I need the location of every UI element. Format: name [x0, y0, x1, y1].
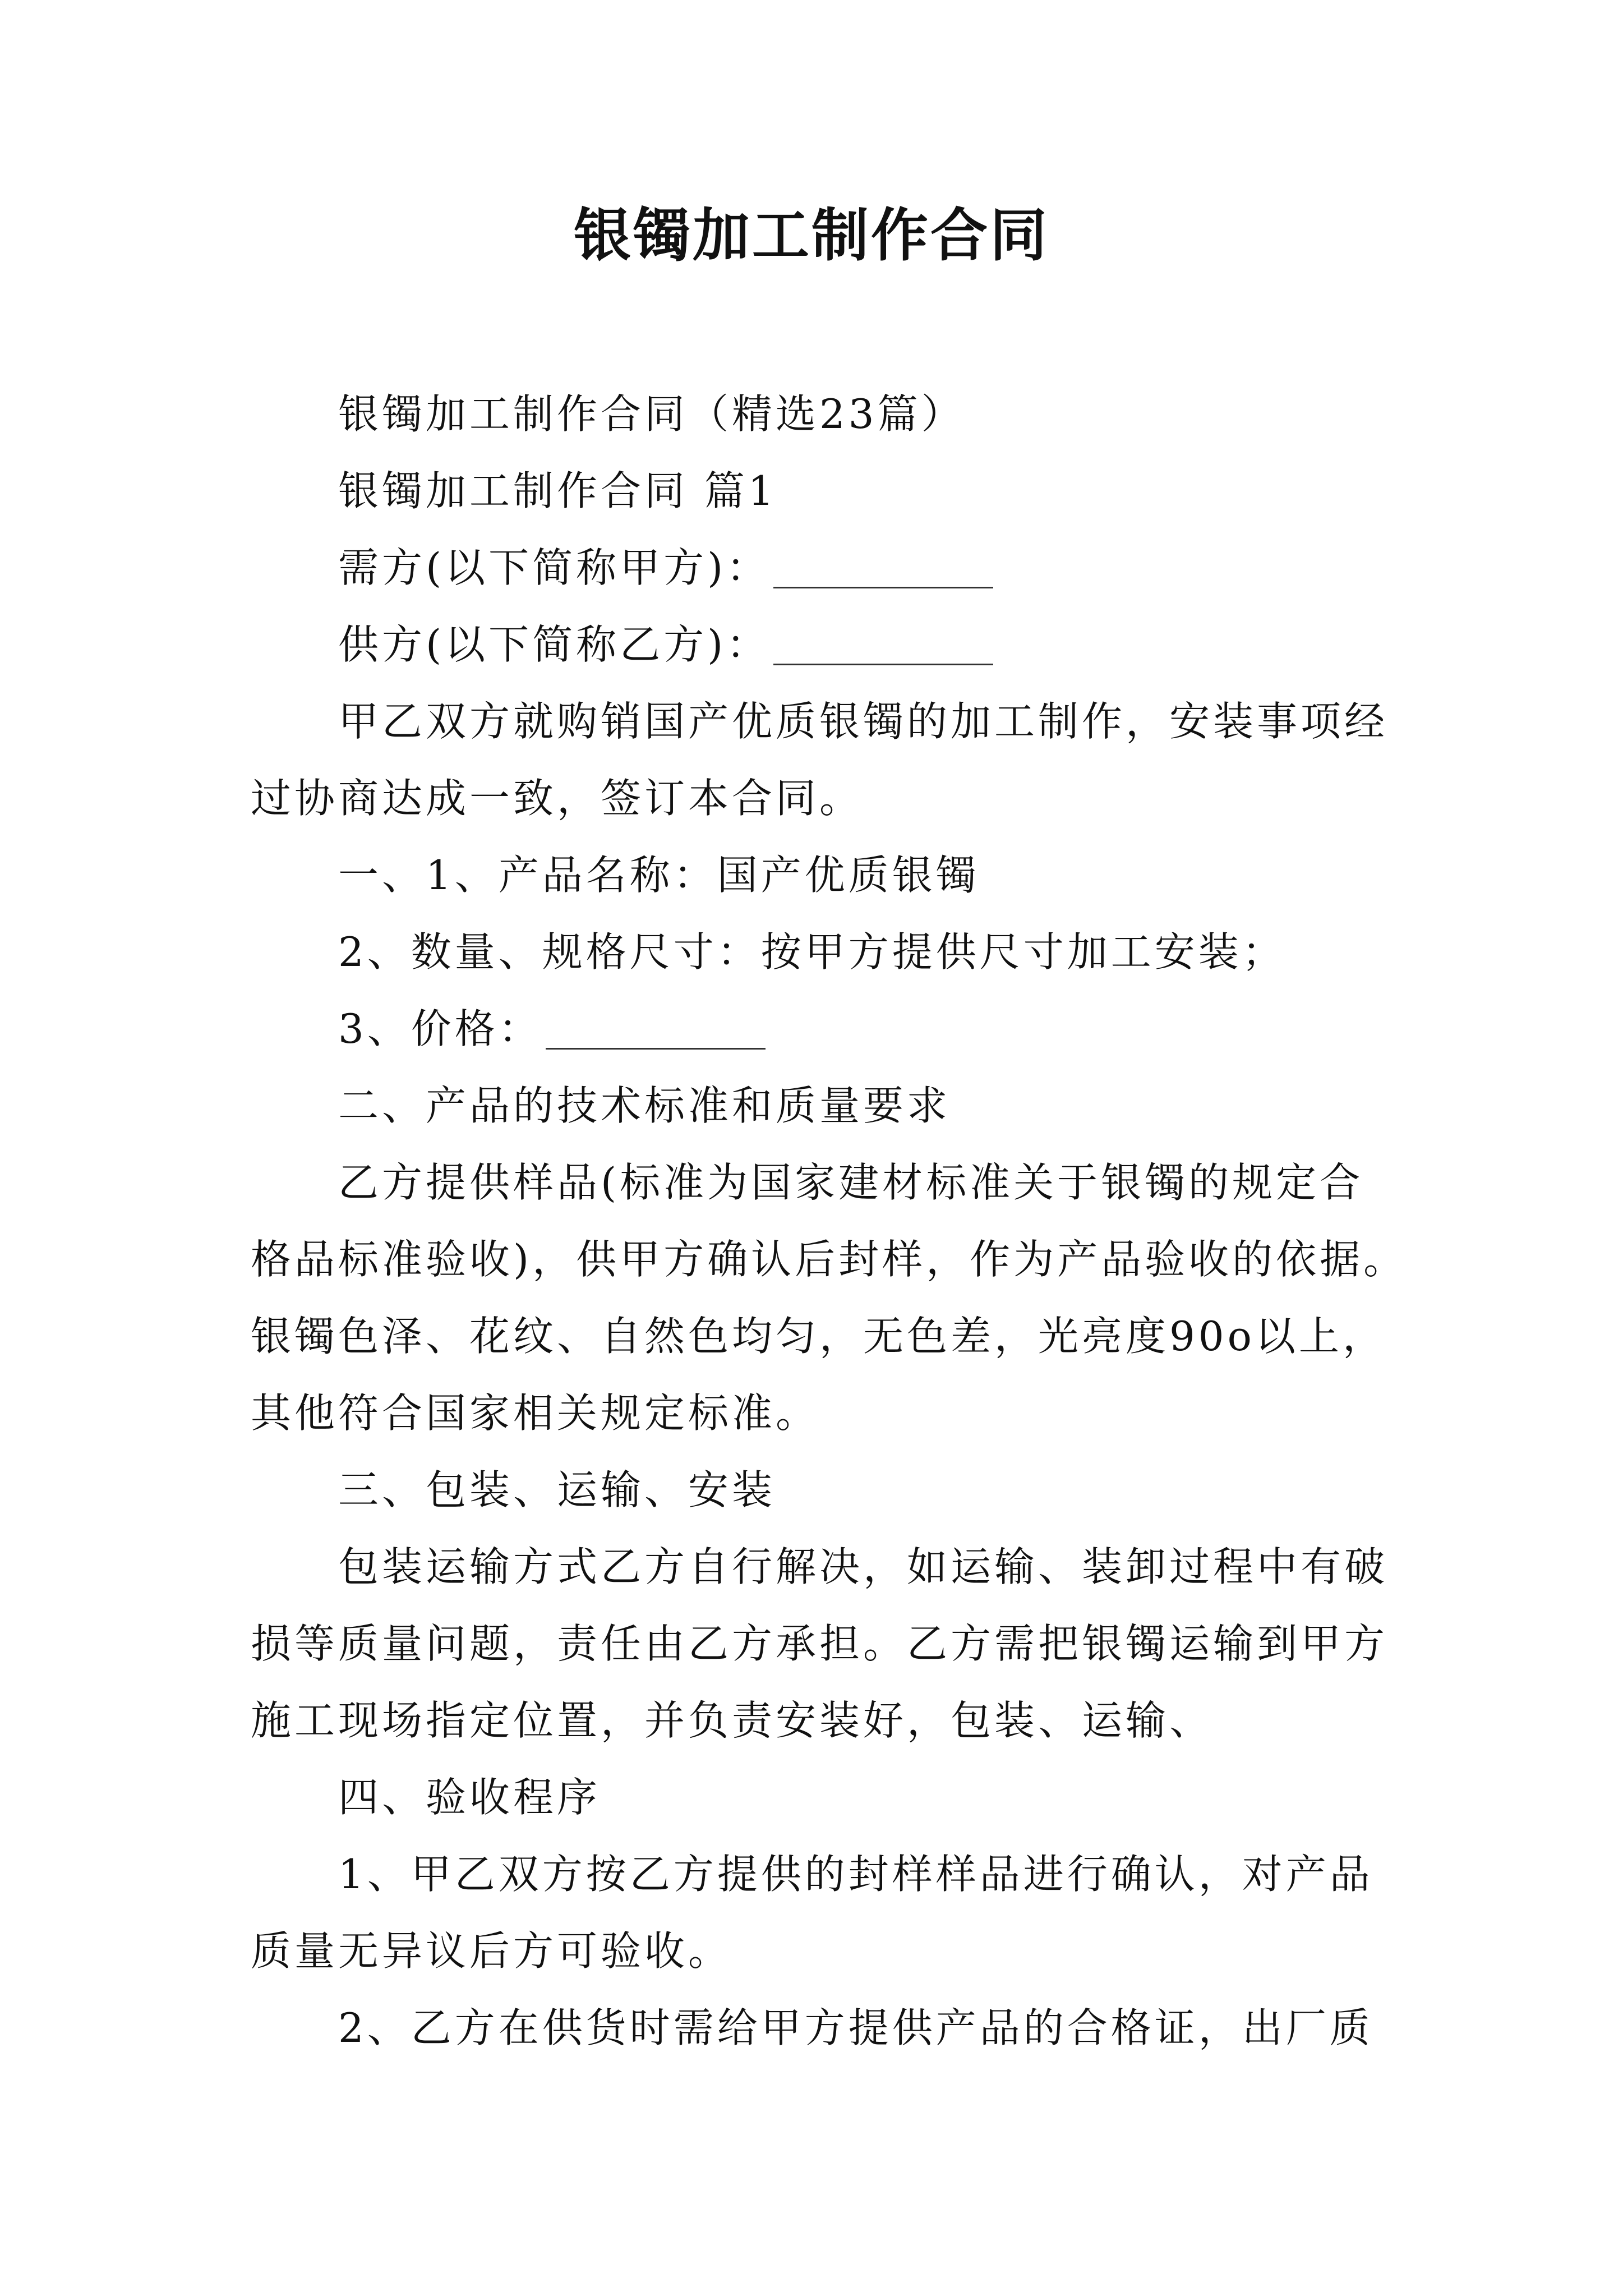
- line-text: 包装运输方式乙方自行解决，如运输、装卸过程中有破: [338, 1543, 1389, 1590]
- document-line: [251, 1913, 1400, 1990]
- line-text: 乙方提供样品(标准为国家建材标准关于银镯的规定合: [338, 1159, 1364, 1206]
- line-text: 格品标准验收)，供甲方确认后封样，作为产品验收的依据。: [251, 1236, 1408, 1283]
- document-title: 银镯加工制作合同: [574, 202, 1049, 269]
- document-line: [251, 606, 1400, 683]
- line-text: 甲乙双方就购销国产优质银镯的加工制作，安装事项经: [338, 698, 1389, 745]
- document-line: [251, 376, 1400, 453]
- line-text: 2、乙方在供货时需给甲方提供产品的合格证，出厂质: [338, 2004, 1373, 2051]
- line-text: 施工现场指定位置，并负责安装好，包装、运输、: [251, 1697, 1214, 1744]
- line-text: 供方(以下简称乙方)：: [338, 621, 771, 668]
- document-line: [251, 1375, 1400, 1452]
- line-text: 银镯加工制作合同 篇1: [338, 467, 777, 514]
- line-text: 3、价格：: [338, 1005, 542, 1052]
- line-text: 三、包装、运输、安装: [338, 1466, 776, 1513]
- line-text: 二、产品的技术标准和质量要求: [338, 1082, 951, 1129]
- document-line: [251, 1068, 1400, 1144]
- line-text: 四、验收程序: [338, 1774, 601, 1821]
- line-text: 损等质量问题，责任由乙方承担。乙方需把银镯运输到甲方: [251, 1620, 1389, 1667]
- line-text: 其他符合国家相关规定标准。: [251, 1389, 820, 1437]
- document-line: [251, 760, 1400, 837]
- document-line: [251, 683, 1400, 760]
- line-text: 过协商达成一致，签订本合同。: [251, 775, 864, 822]
- document-line: [251, 1759, 1400, 1836]
- document-line: [251, 530, 1400, 606]
- document-line: [251, 1144, 1400, 1221]
- line-text: 银镯色泽、花纹、自然色均匀，无色差，光亮度90o以上，: [251, 1313, 1386, 1360]
- document-line: [251, 1990, 1400, 2067]
- fill-in-blank: [546, 1047, 766, 1050]
- fill-in-blank: [773, 662, 993, 665]
- line-text: 2、数量、规格尺寸：按甲方提供尺寸加工安装；: [338, 928, 1286, 976]
- line-text: 1、甲乙双方按乙方提供的封样样品进行确认，对产品: [338, 1851, 1373, 1898]
- line-text: 一、1、产品名称：国产优质银镯: [338, 852, 980, 899]
- document-line: [251, 1452, 1400, 1529]
- line-text: 质量无异议后方可验收。: [251, 1927, 732, 1975]
- document-line: [251, 1836, 1400, 1913]
- document-line: [251, 837, 1400, 914]
- document-line: [251, 453, 1400, 530]
- fill-in-blank: [773, 586, 993, 588]
- document-line: [251, 991, 1400, 1068]
- document-line: [251, 1298, 1400, 1375]
- document-line: [251, 1221, 1408, 1298]
- document-line: [251, 1682, 1400, 1759]
- document-body: [251, 376, 1408, 2067]
- line-text: 需方(以下简称甲方)：: [338, 544, 771, 591]
- document-line: [251, 1605, 1400, 1682]
- line-text: 银镯加工制作合同（精选23篇）: [338, 390, 965, 438]
- document-line: [251, 1529, 1400, 1605]
- document-line: [251, 914, 1400, 991]
